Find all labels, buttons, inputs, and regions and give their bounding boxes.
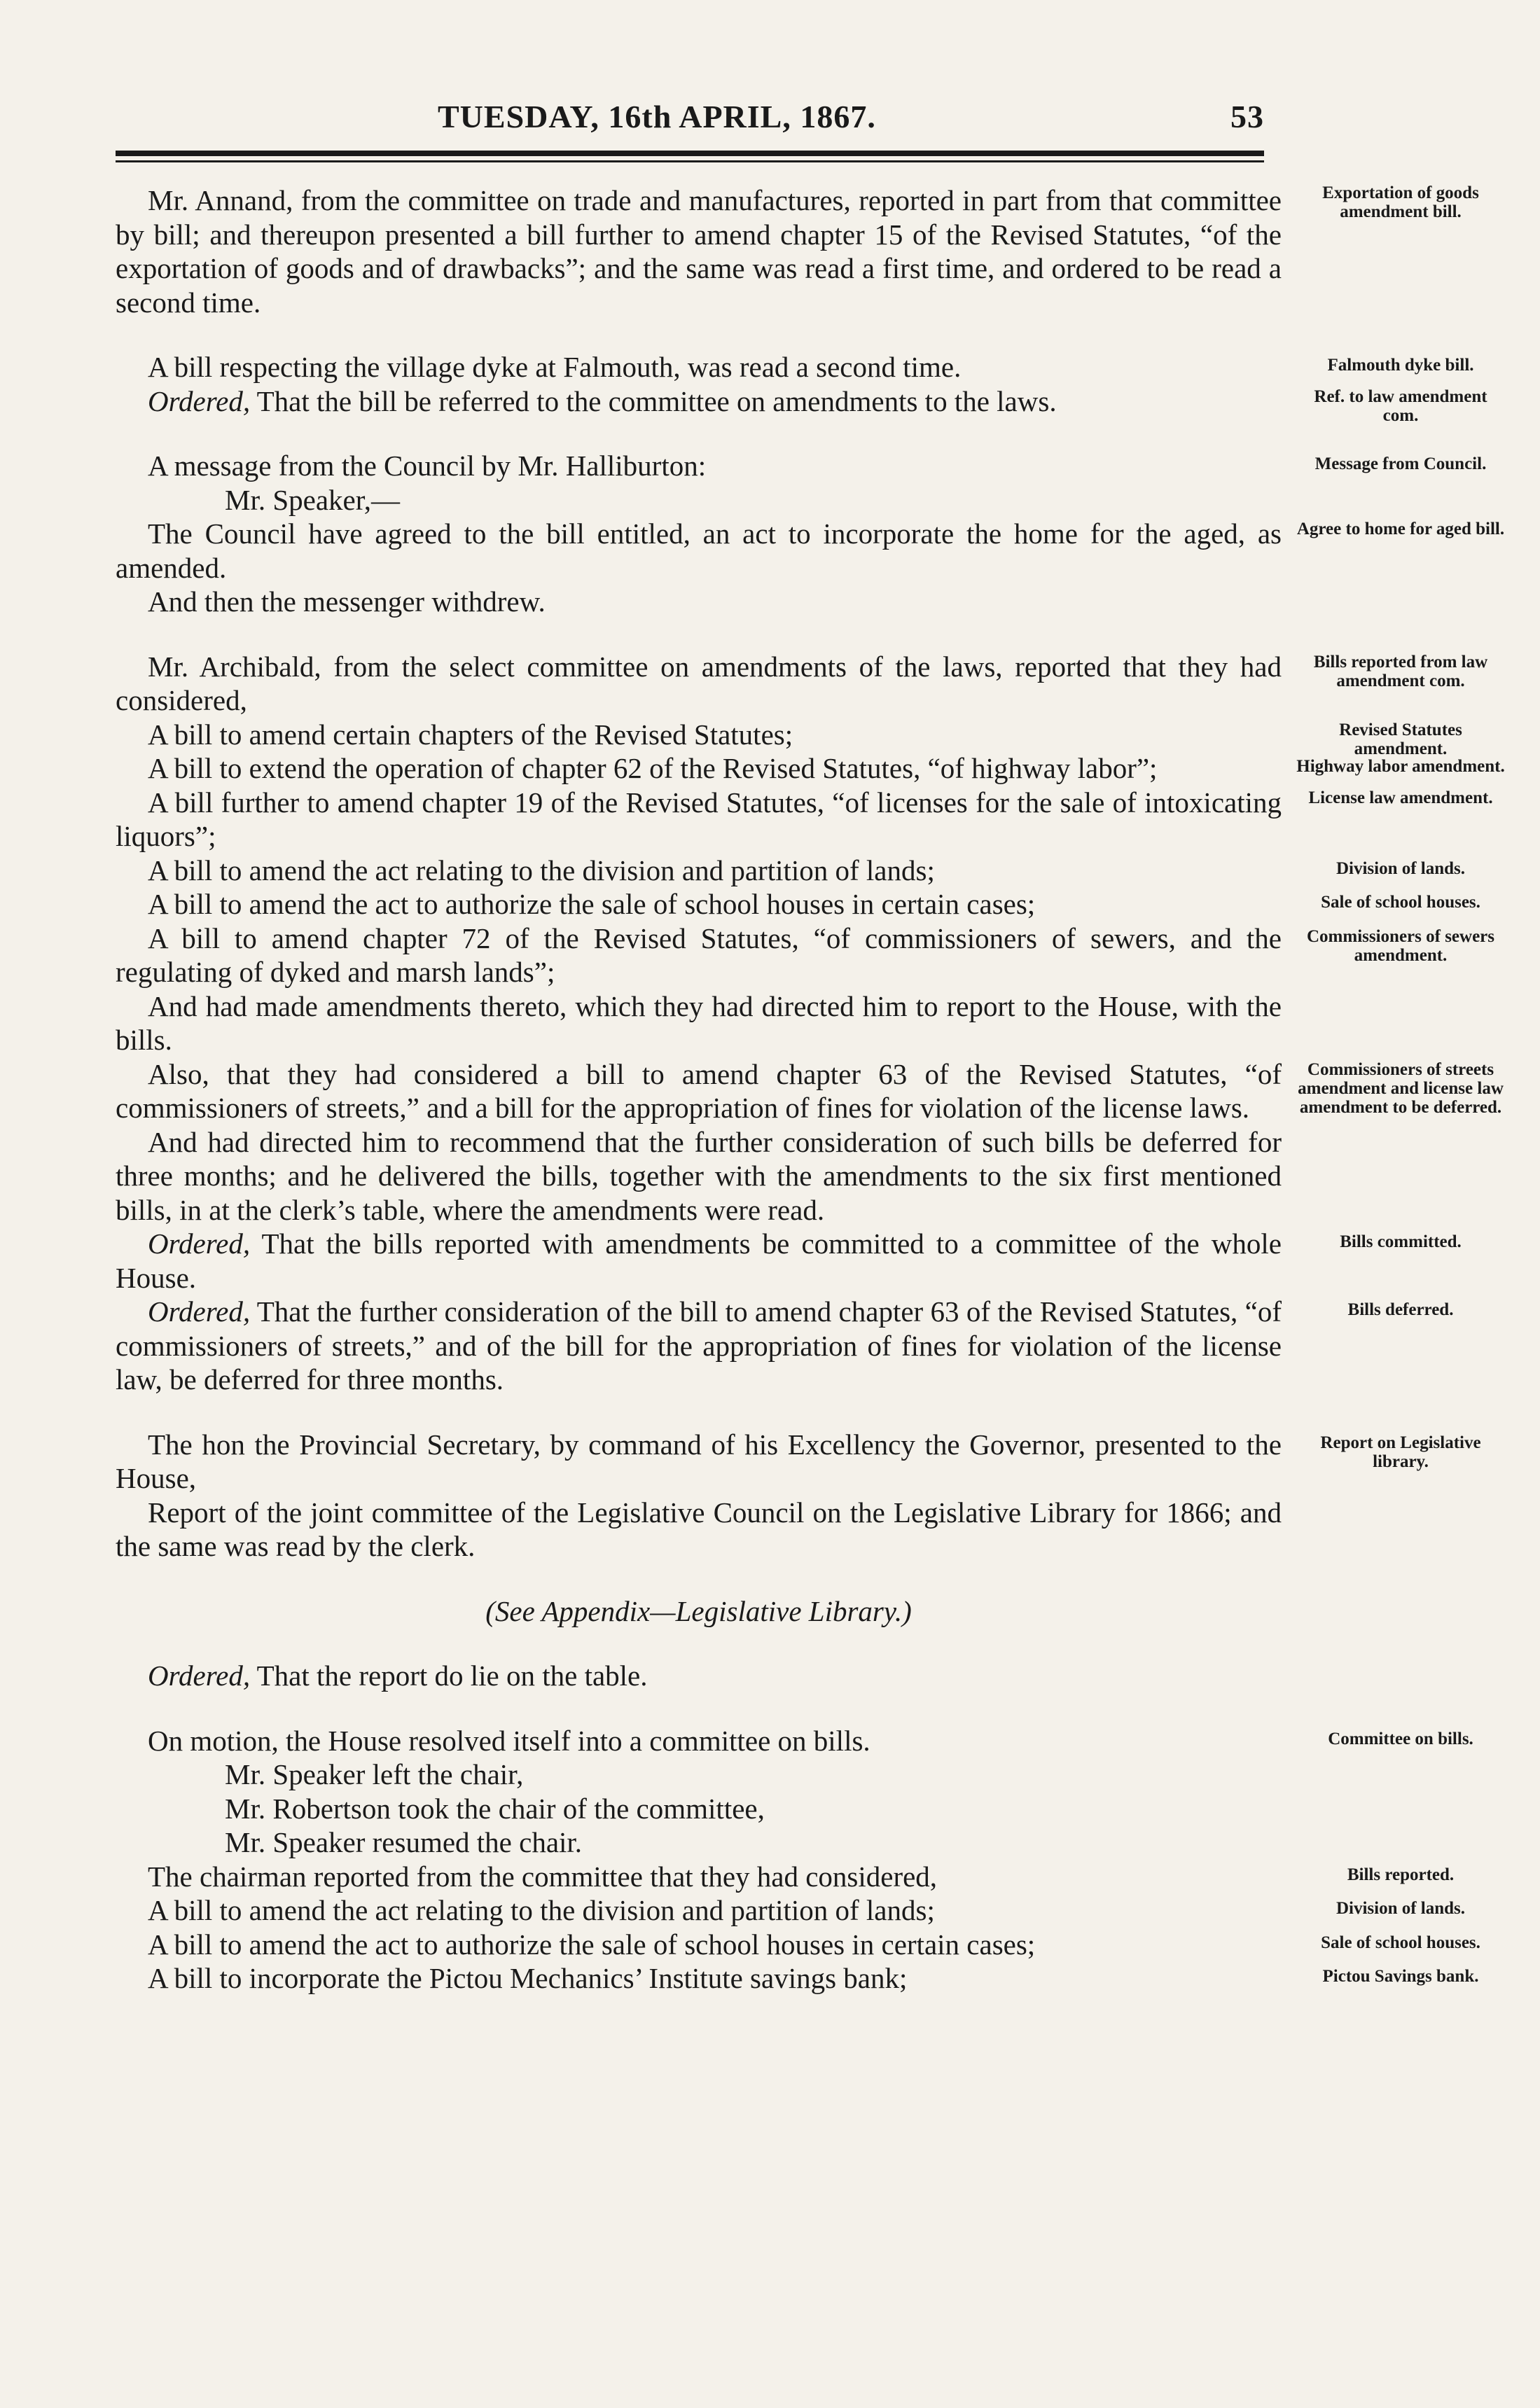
entry-council-agree [116,517,1505,585]
chair-line: Mr. Robertson took the chair of the committee, [225,1792,765,1825]
chair-line: Mr. Speaker left the chair, [225,1758,524,1790]
margin-note: Agree to home for aged bill. [1296,520,1505,538]
paragraph: Mr. Annand, from the committee on trade and manufactures, reported in part from that committee by bill; and thereupon presented a bill further to amend chapter 15 of the Revised Statutes, “of the exportation of goods and of drawbacks”; and the same was read a first time, and ordered to be read a second time. [116,184,1282,319]
entry-also [116,1057,1504,1125]
margin-note: Bills reported. [1347,1865,1455,1884]
paragraph: And then the messenger withdrew. [148,585,546,618]
entry-chair-line [116,1792,1278,1826]
paragraph: Mr. Archibald, from the select committee on amendments of the laws, reported that they had considered, [116,650,1282,716]
paragraph [116,1295,1282,1397]
paragraph: The chairman reported from the committee that they had considered, [148,1860,938,1893]
ordered-label: Ordered, [148,1227,251,1260]
entry-bill [116,1928,1480,1962]
chair-line: Mr. Speaker resumed the chair. [225,1826,583,1858]
paragraph: And had made amendments thereto, which they had directed him to report to the House, with the bills. [116,989,1282,1056]
paragraph: A bill to amend the act to authorize the sale of school houses in certain cases; [148,1928,1036,1961]
ordered-text: That the bill be referred to the committee on amendments to the laws. [250,384,1057,417]
entry-bill [116,921,1494,989]
margin-note: Bills committed. [1340,1232,1462,1251]
entry-appendix [116,1594,1278,1629]
paragraph [116,384,1282,419]
margin-note: Highway labor amendment. [1296,757,1505,776]
paragraph [116,1659,1282,1693]
entry-ordered-table [116,1659,1278,1693]
entry-bill [116,786,1493,854]
entry-message [116,449,1487,483]
ordered-label: Ordered, [148,384,251,417]
margin-note: Bills deferred. [1347,1300,1454,1319]
paragraph: A message from the Council by Mr. Halliburton: [148,450,707,482]
address-line: Mr. Speaker,— [225,483,401,516]
entry-withdrew [116,585,1278,619]
paragraph [116,1227,1282,1295]
paragraph: A bill to extend the operation of chapter 62 of the Revised Statutes, “of highway labor”; [148,752,1158,784]
paragraph: Also, that they had considered a bill to amend chapter 63 of the Revised Statutes, “of commissioners of streets,” and a bill for the appropriation of fines for violation of the license laws. [116,1057,1282,1124]
margin-note: Exportation of goods amendment bill. [1322,183,1479,221]
entry-recommend [116,1125,1282,1227]
paragraph: A bill to amend the act relating to the division and partition of lands; [148,1894,935,1926]
margin-note: Pictou Savings bank. [1322,1967,1479,1986]
paragraph: The Council have agreed to the bill entitled, an act to incorporate the home for the aged, as amended. [116,517,1282,584]
entry-archibald [116,650,1488,718]
page-header [116,98,1264,140]
ordered-label: Ordered, [148,1659,251,1692]
paragraph: The hon the Provincial Secretary, by command of his Excellency the Governor, presented to the House, [116,1428,1282,1494]
margin-note: Division of lands. [1336,858,1466,878]
page-title: TUESDAY, 16th APRIL, 1867. [438,99,876,134]
margin-note: Division of lands. [1336,1899,1466,1918]
entry-bill [116,1961,1479,1996]
paragraph: A bill respecting the village dyke at Falmouth, was read a second time. [148,351,962,383]
ordered-label: Ordered, [148,1295,251,1328]
ordered-text: That the bills reported with amendments be committed to a committee of the whole House. [116,1227,1282,1294]
ordered-text: That the further consideration of the bill to amend chapter 63 of the Revised Statutes, “of commissioners of streets,” and of the bill for the appropriation of fines for violation of the license law, be deferred for three months. [116,1295,1282,1396]
entry-exportation [116,183,1479,319]
entry-motion [116,1724,1473,1758]
margin-note: Bills reported from law amendment com. [1313,652,1488,690]
paragraph: A bill further to amend chapter 19 of the Revised Statutes, “of licenses for the sale of intoxicating liquors”; [116,786,1282,852]
page-number: 53 [1230,99,1264,134]
margin-note: Sale of school houses. [1321,893,1480,912]
margin-note: Sale of school houses. [1321,1933,1480,1952]
header-rule [116,151,1264,156]
entry-report [116,1496,1282,1564]
entry-chairman [116,1860,1455,1894]
margin-note: Falmouth dyke bill. [1327,356,1474,375]
entry-speaker [116,483,1278,517]
entry-ordered-refer [116,384,1487,425]
paragraph: Report of the joint committee of the Legislative Council on the Legislative Library for 1866; and the same was read by the clerk. [116,1496,1282,1562]
margin-note: Committee on bills. [1328,1729,1473,1748]
paragraph: On motion, the House resolved itself into a committee on bills. [148,1724,870,1757]
journal-body [116,183,1505,1996]
entry-bill [116,854,1466,888]
appendix-reference: (See Appendix—Legislative Library.) [485,1594,912,1627]
entry-bill [116,718,1462,758]
margin-note: License law amendment. [1308,788,1493,807]
paragraph: A bill to amend the act relating to the division and partition of lands; [148,854,935,886]
paragraph: A bill to incorporate the Pictou Mechanics’ Institute savings bank; [148,1962,908,1994]
header-rule-thin [116,160,1264,162]
entry-chair-line [116,1825,1278,1860]
margin-note: Commissioners of streets amendment and license law amendment to be deferred. [1298,1059,1504,1117]
margin-note: Ref. to law amendment com. [1314,387,1487,425]
paragraph: And had directed him to recommend that the further consideration of such bills be deferred for three months; and he delivered the bills, together with the amendments to the six first mentioned bills, in at the clerk’s table, where the amendments were read. [116,1125,1282,1226]
entry-bill [116,887,1480,921]
paragraph: A bill to amend the act to authorize the sale of school houses in certain cases; [148,888,1036,920]
margin-note: Revised Statutes amendment. [1339,720,1462,758]
entry-falmouth [116,350,1474,384]
margin-note: Commissioners of sewers amendment. [1306,926,1494,965]
entry-ordered-deferred [116,1295,1454,1397]
entry-chair-line [116,1758,1278,1792]
margin-note: Message from Council. [1314,454,1487,473]
entry-bill [116,751,1505,786]
entry-ordered-committed [116,1227,1462,1295]
margin-note: Report on Legislative library. [1320,1433,1481,1471]
entry-secretary [116,1428,1481,1496]
paragraph: A bill to amend chapter 72 of the Revised Statutes, “of commissioners of sewers, and the regulating of dyked and marsh lands”; [116,921,1282,988]
paragraph: A bill to amend certain chapters of the Revised Statutes; [148,718,793,751]
entry-amendments [116,989,1282,1057]
entry-bill [116,1893,1466,1928]
ordered-text: That the report do lie on the table. [250,1659,648,1692]
